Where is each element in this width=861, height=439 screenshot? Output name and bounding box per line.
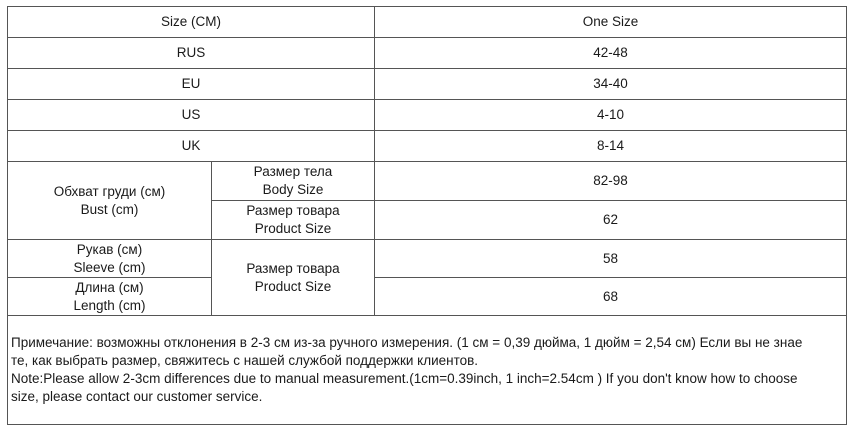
product-size-label-cell bbox=[212, 201, 375, 240]
note-ru-line-1: Примечание: возможны отклонения в 2-3 см из-за ручного измерения. (1 см = 0,39 дюйма, 1 дюйм = 2,54 см) Если вы не знае bbox=[11, 335, 803, 350]
table-row-uk bbox=[8, 131, 847, 162]
size-header-cell: Size (CM) bbox=[8, 7, 375, 38]
product-size-label-ru: Размер товара bbox=[246, 203, 340, 218]
one-size-header-cell: One Size bbox=[375, 7, 847, 38]
table-row-bust-body bbox=[8, 162, 847, 201]
note-ru-line-2: те, как выбрать размер, свяжитесь с нашей службой поддержки клиентов. bbox=[11, 353, 479, 368]
table-row-rus bbox=[8, 38, 847, 69]
table-row-note bbox=[8, 316, 847, 425]
body-size-label-ru: Размер тела bbox=[253, 164, 333, 179]
table-row-us bbox=[8, 100, 847, 131]
length-label-ru: Длина (см) bbox=[75, 279, 144, 295]
product-size-value-cell: 62 bbox=[375, 201, 847, 240]
note-en-line-2: size, please contact our customer service. bbox=[11, 389, 263, 404]
bust-label-en: Bust (cm) bbox=[80, 201, 139, 217]
us-value-cell: 4-10 bbox=[375, 100, 847, 131]
us-label-cell: US bbox=[8, 100, 375, 131]
eu-label-cell: EU bbox=[8, 69, 375, 100]
sleeve-label-ru: Рукав (см) bbox=[76, 241, 143, 257]
eu-value-cell: 34-40 bbox=[375, 69, 847, 100]
uk-label-cell: UK bbox=[8, 131, 375, 162]
table-row-eu bbox=[8, 69, 847, 100]
uk-value-cell: 8-14 bbox=[375, 131, 847, 162]
length-label-cell bbox=[8, 278, 212, 316]
length-value-cell: 68 bbox=[375, 278, 847, 316]
body-size-value-cell: 82-98 bbox=[375, 162, 847, 201]
body-size-label-cell bbox=[212, 162, 375, 201]
bust-label-ru: Обхват груди (см) bbox=[53, 183, 166, 199]
shared-product-size-en: Product Size bbox=[254, 278, 332, 294]
body-size-label-en: Body Size bbox=[262, 182, 324, 197]
shared-product-size-label-cell bbox=[212, 240, 375, 316]
table-row-length bbox=[8, 278, 847, 316]
bust-label-cell bbox=[8, 162, 212, 240]
size-chart-table bbox=[7, 6, 847, 425]
note-en-line-1: Note:Please allow 2-3cm differences due to manual measurement.(1cm=0.39inch, 1 inch=2.54cm ) If you don't know how to choose bbox=[11, 371, 798, 386]
table-row-sleeve bbox=[8, 240, 847, 278]
rus-value-cell: 42-48 bbox=[375, 38, 847, 69]
note-cell bbox=[8, 316, 847, 425]
sleeve-value-cell: 58 bbox=[375, 240, 847, 278]
rus-label-cell: RUS bbox=[8, 38, 375, 69]
shared-product-size-ru: Размер товара bbox=[246, 260, 340, 276]
sleeve-label-en: Sleeve (cm) bbox=[73, 259, 146, 275]
table-row-header bbox=[8, 7, 847, 38]
length-label-en: Length (cm) bbox=[73, 297, 146, 313]
product-size-label-en: Product Size bbox=[254, 221, 332, 236]
sleeve-label-cell bbox=[8, 240, 212, 278]
